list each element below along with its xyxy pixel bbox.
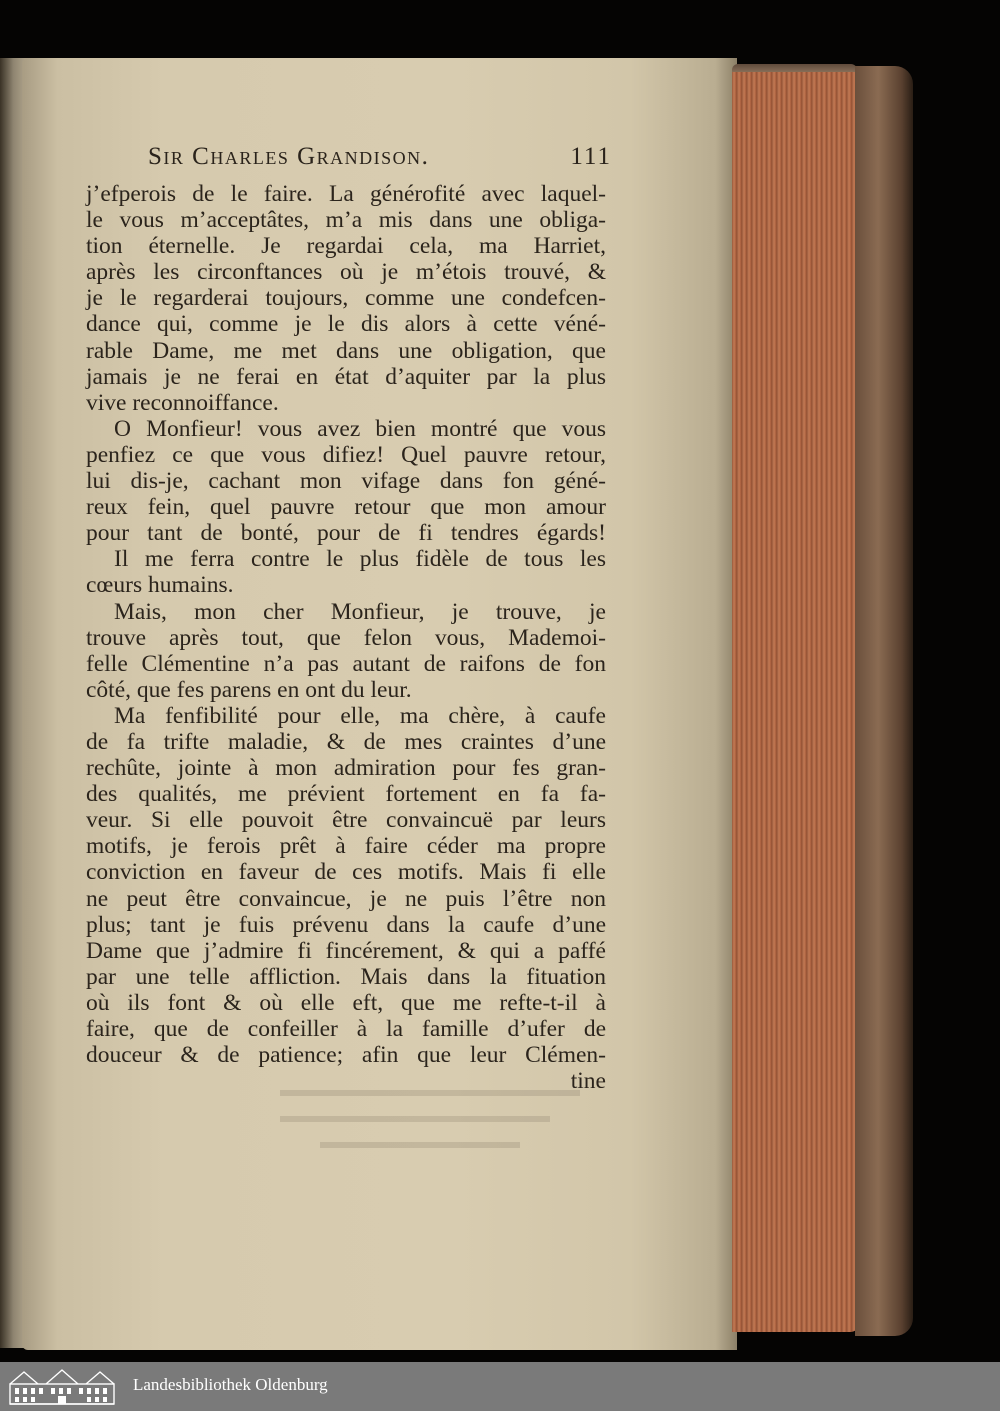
text-line: ne peut être convaincue, je ne puis l’être non (86, 885, 606, 912)
catchword: tine (570, 1068, 606, 1095)
text-line: où ils font & où elle eft, que me refte-t-il à (86, 989, 606, 1016)
text-line: vive reconnoiffance. (86, 389, 279, 416)
text-line: plus; tant je fuis prévenu dans la caufe d’une (86, 911, 606, 938)
text-line: le vous m’acceptâtes, m’a mis dans une obliga- (86, 207, 606, 234)
text-line: je le regarderai toujours, comme une condefcen- (86, 285, 606, 312)
text-line: lui dis-je, cachant mon vifage dans fon géné- (86, 468, 606, 495)
page-edges (732, 72, 860, 1332)
footer-bar (0, 1362, 1000, 1411)
text-line: veur. Si elle pouvoit être convaincuë par leurs (86, 807, 606, 834)
text-line: de fa trifte maladie, & de mes craintes d’une (86, 728, 606, 755)
text-line: dance qui, comme je le dis alors à cette véné- (86, 311, 606, 338)
text-line: Mais, mon cher Monfieur, je trouve, je (114, 598, 606, 625)
text-line: felle Clémentine n’a pas autant de raifons de fon (86, 650, 606, 677)
text-line: trouve après tout, que felon vous, Mademoi- (86, 624, 606, 651)
text-line: penfiez ce que vous difiez! Quel pauvre retour, (86, 441, 606, 468)
running-head-title: Sir Charles Grandison. (148, 143, 430, 170)
text-line: jamais je ne ferai en état d’aquiter par la plus (86, 363, 606, 390)
text-line: j’efperois de le faire. La générofité avec laquel- (86, 181, 606, 207)
text-line: douceur & de patience; afin que leur Clémen- (86, 1042, 606, 1069)
text-line: des qualités, me prévient fortement en fa fa- (86, 781, 606, 808)
text-line: après les circonftances où je m’étois trouvé, & (86, 259, 606, 286)
text-line: O Monfieur! vous avez bien montré que vous (114, 415, 606, 442)
text-line: Dame que j’admire fi fincérement, & qui a paffé (86, 937, 606, 964)
bleed-texture (250, 1078, 590, 1188)
library-building-icon (6, 1368, 118, 1406)
text-line: Ma fenfibilité pour elle, ma chère, à caufe (114, 702, 606, 729)
show-through-shadow (250, 1078, 590, 1188)
text-line: pour tant de bonté, pour de fi tendres égards! (86, 520, 606, 547)
text-line: reux fein, quel pauvre retour que mon amour (86, 494, 606, 521)
text-line: par une telle affliction. Mais dans la fituation (86, 963, 606, 990)
text-line: rable Dame, me met dans une obligation, que (86, 337, 606, 364)
text-line: tion éternelle. Je regardai cela, ma Harriet, (86, 233, 606, 260)
page-number: 111 (570, 143, 612, 170)
text-line: faire, que de confeiller à la famille d’ufer de (86, 1016, 606, 1042)
text-line: cœurs humains. (86, 572, 234, 599)
running-head (148, 143, 618, 177)
book-cover (855, 66, 913, 1336)
text-line: rechûte, jointe à mon admiration pour fes gran- (86, 755, 606, 782)
text-line: Il me ferra contre le plus fidèle de tous les (114, 546, 606, 573)
text-line: motifs, je ferois prêt à faire céder ma propre (86, 833, 606, 860)
text-line: conviction en faveur de ces motifs. Mais fi elle (86, 859, 606, 886)
page-body (86, 181, 606, 1094)
library-name[interactable]: Landesbibliothek Oldenburg (133, 1375, 328, 1394)
text-line: côté, que fes parens en ont du leur. (86, 676, 412, 703)
